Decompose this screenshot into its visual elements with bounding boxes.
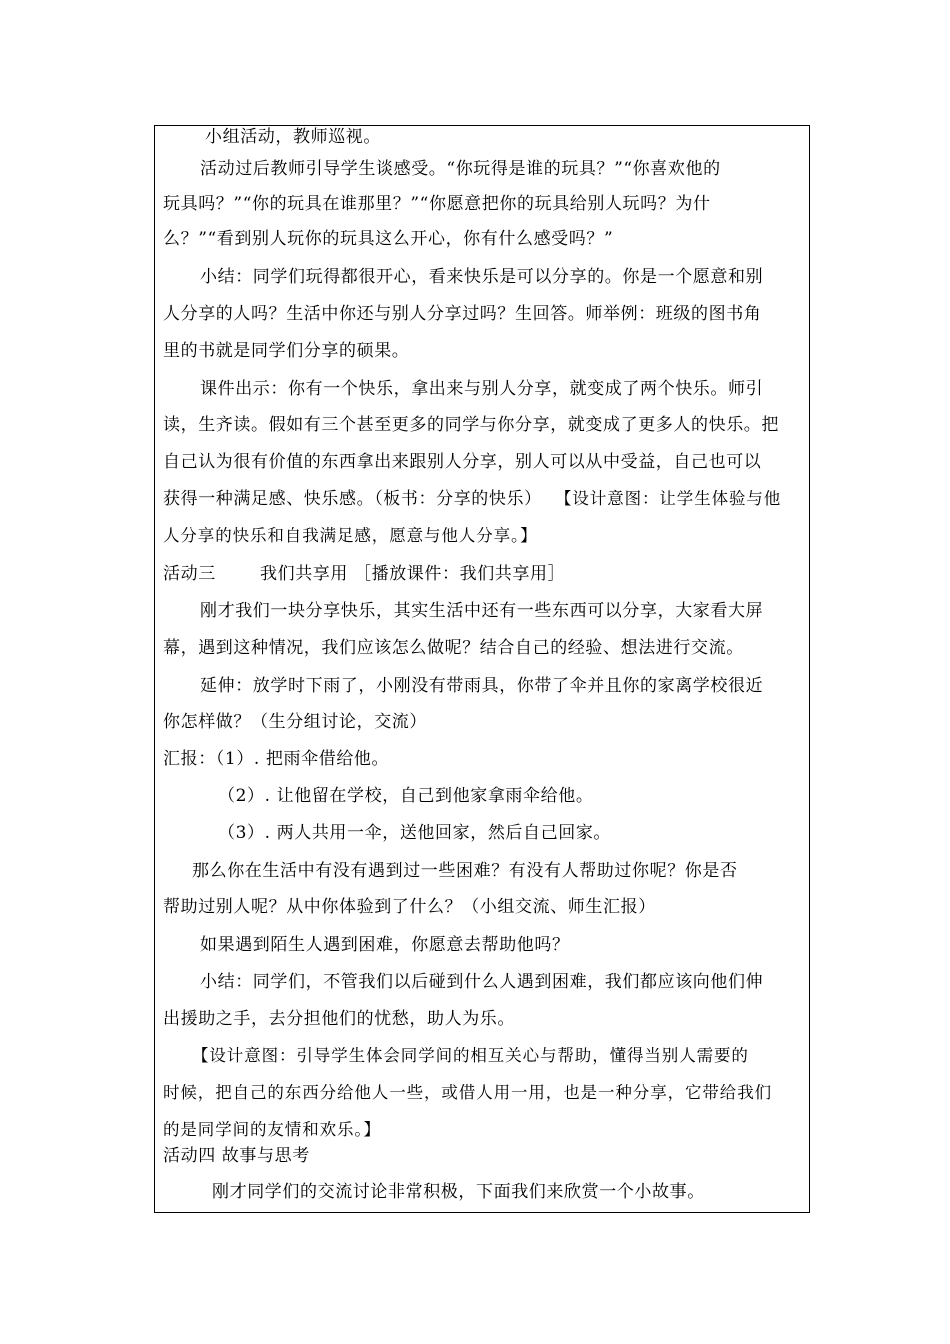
report-item: 汇报：（1）. 把雨伞借给他。 [163,749,390,769]
design-intent-note: 【设计意图：引导学生体会同学间的相互关心与帮助，懂得当别人需要的 [192,1046,749,1065]
report-item: （3）. 两人共用一伞，送他回家，然后自己回家。 [218,823,612,843]
activity-heading: 活动四 故事与思考 [163,1146,310,1166]
paragraph-line: 小结：同学们玩得都很开心，看来快乐是可以分享的。你是一个愿意和别 [200,267,764,287]
paragraph-line: 延伸：放学时下雨了，小刚没有带雨具，你带了伞并且你的家离学校很近 [200,676,764,696]
paragraph-line: 读，生齐读。假如有三个甚至更多的同学与你分享，就变成了更多人的快乐。把 [163,415,779,435]
paragraph-line: 么？”“看到别人玩你的玩具这么开心，你有什么感受吗？” [163,229,614,249]
design-intent-note: 【设计意图：让学生体验与他 [555,489,782,508]
paragraph-line: 获得一种满足感、快乐感。（板书：分享的快乐） [163,489,542,509]
paragraph-line: 那么你在生活中有没有遇到过一些困难？有没有人帮助过你呢？你是否 [192,861,738,881]
paragraph-line: 你怎样做？（生分组讨论，交流） [163,712,427,732]
design-intent-note: 时候，把自己的东西分给他人一些，或借人用一用，也是一种分享，它带给我们 [163,1083,772,1102]
paragraph-line: 刚才同学们的交流讨论非常积极，下面我们来欣赏一个小故事。 [212,1182,705,1202]
paragraph-line: 人分享的人吗？生活中你还与别人分享过吗？生回答。师举例：班级的图书角 [163,304,762,324]
paragraph-line: 课件出示：你有一个快乐，拿出来与别人分享，就变成了两个快乐。师引 [200,379,764,399]
paragraph-line: 小结：同学们，不管我们以后碰到什么人遇到困难，我们都应该向他们伸 [200,972,764,992]
paragraph-line: 出援助之手，去分担他们的忧愁，助人为乐。 [163,1009,515,1029]
paragraph-line: 如果遇到陌生人遇到困难，你愿意去帮助他吗？ [200,935,570,955]
paragraph-line: 自己认为很有价值的东西拿出来跟别人分享，别人可以从中受益，自己也可以 [163,452,762,472]
paragraph-line: 玩具吗？”“你的玩具在谁那里？”“你愿意把你的玩具给别人玩吗？为什 [163,194,711,214]
paragraph-line: 幕，遇到这种情况，我们应该怎么做呢？结合自己的经验、想法进行交流。 [163,638,744,658]
paragraph-line: 里的书就是同学们分享的硕果。 [163,341,410,361]
paragraph-line: 刚才我们一块分享快乐，其实生活中还有一些东西可以分享，大家看大屏 [200,601,764,621]
report-item: （2）. 让他留在学校，自己到他家拿雨伞给他。 [218,786,594,806]
design-intent-note: 的是同学间的友情和欢乐。】 [163,1120,381,1139]
activity-heading: 活动三 [163,564,216,584]
paragraph-line: 帮助过别人呢？从中你体验到了什么？（小组交流、师生汇报） [163,897,656,917]
activity-title: 我们共享用 ［播放课件：我们共享用］ [260,564,566,584]
paragraph-line: 活动过后教师引导学生谈感受。“你玩得是谁的玩具？”“你喜欢他的 [200,159,721,179]
design-intent-note: 人分享的快乐和自我满足感，愿意与他人分享。】 [163,526,538,545]
paragraph-line: 小组活动，教师巡视。 [205,127,381,147]
